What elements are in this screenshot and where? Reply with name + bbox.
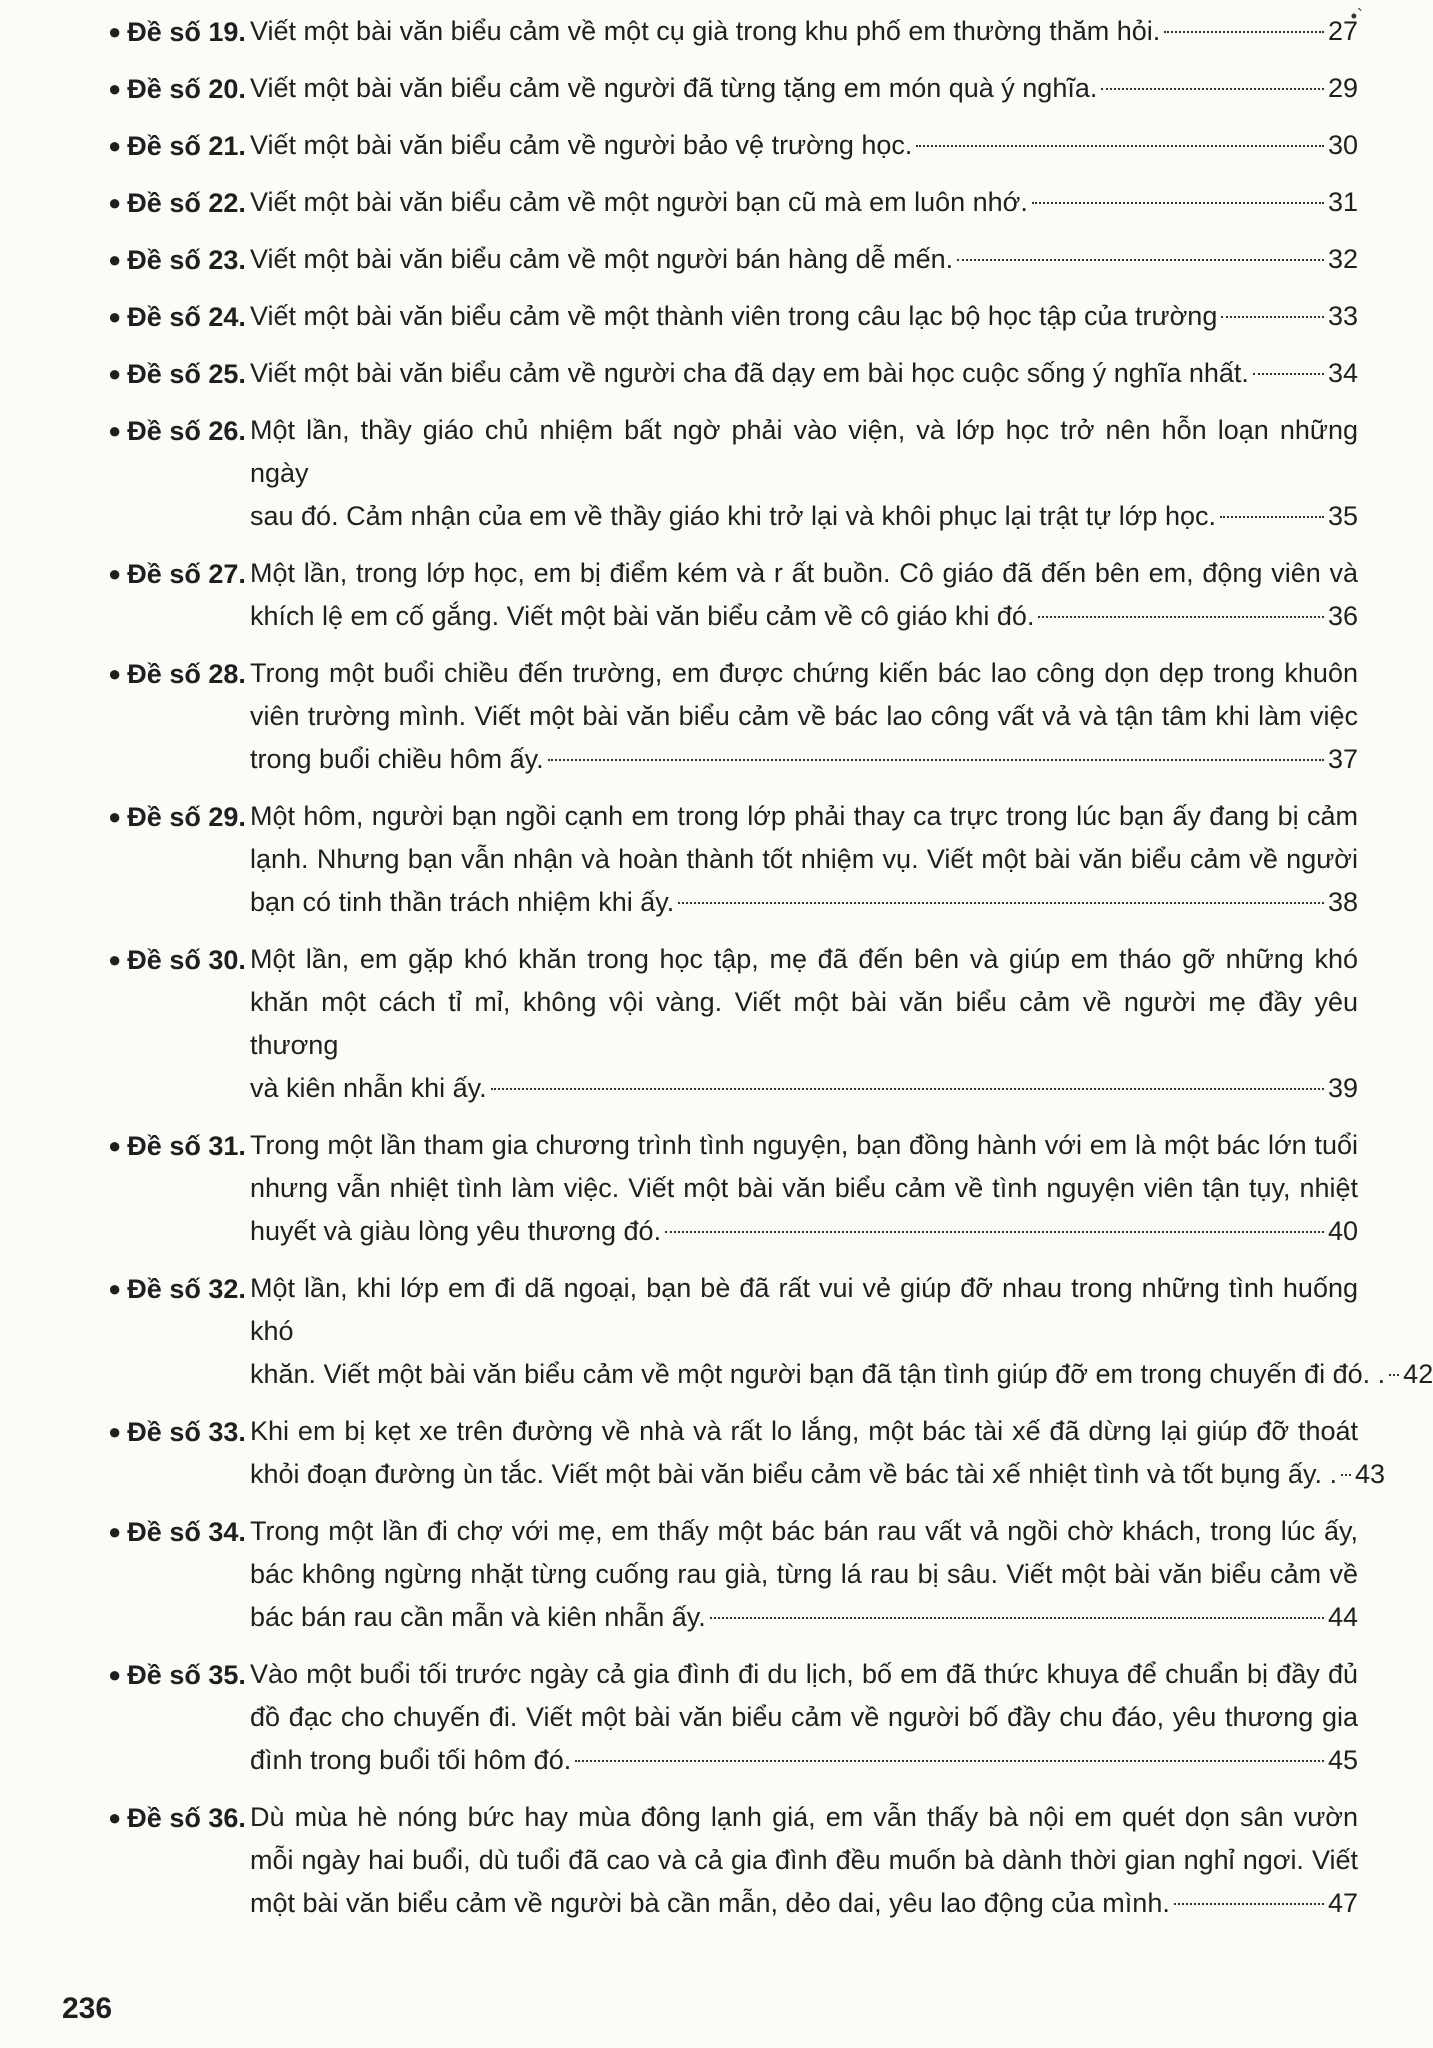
entry-number: Đề số 36. bbox=[127, 1803, 246, 1833]
toc-entry bbox=[108, 1410, 1385, 1496]
toc-entry bbox=[108, 352, 1358, 395]
entry-label bbox=[108, 295, 250, 339]
entry-label bbox=[108, 1510, 250, 1554]
dot-leader bbox=[1032, 202, 1324, 204]
toc-entry bbox=[108, 652, 1358, 781]
entry-number: Đề số 24. bbox=[127, 302, 246, 332]
entry-page: 34 bbox=[1327, 358, 1358, 388]
entry-line bbox=[250, 409, 1358, 495]
entry-line bbox=[250, 1067, 1358, 1110]
bullet-icon: ● bbox=[108, 661, 122, 686]
bullet-icon: ● bbox=[108, 19, 122, 44]
entry-text: Viết một bài văn biểu cảm về người đã từng tặng em món quà ý nghĩa. bbox=[250, 73, 1098, 103]
entry-label bbox=[108, 652, 250, 696]
bullet-icon: ● bbox=[108, 304, 122, 329]
entry-line bbox=[250, 1510, 1358, 1553]
entry-line bbox=[250, 1210, 1358, 1253]
entry-line bbox=[250, 1167, 1358, 1210]
entry-label bbox=[108, 181, 250, 225]
entry-label bbox=[108, 238, 250, 282]
toc-entry bbox=[108, 1124, 1358, 1253]
entry-line bbox=[250, 838, 1358, 881]
bullet-icon: ● bbox=[108, 1662, 122, 1687]
entry-line bbox=[250, 1596, 1358, 1639]
entry-text: Trong một lần đi chợ với mẹ, em thấy một bác bán rau vất vả ngồi chờ khách, trong lúc ấy, bbox=[250, 1516, 1358, 1546]
entry-label bbox=[108, 1796, 250, 1840]
toc-entry bbox=[108, 1510, 1358, 1639]
entry-label bbox=[108, 552, 250, 596]
dot-leader bbox=[1253, 373, 1324, 375]
entry-page: 35 bbox=[1327, 501, 1358, 531]
bullet-icon: ● bbox=[108, 1805, 122, 1830]
entry-label bbox=[108, 1124, 250, 1168]
bullet-icon: ● bbox=[108, 76, 122, 101]
entry-text: khích lệ em cố gắng. Viết một bài văn biểu cảm về cô giáo khi đó. bbox=[250, 601, 1035, 631]
entry-label bbox=[108, 1653, 250, 1697]
toc-entry bbox=[108, 552, 1358, 638]
entry-label bbox=[108, 409, 250, 453]
bullet-icon: ● bbox=[108, 561, 122, 586]
dot-leader bbox=[1101, 88, 1324, 90]
entry-page: 30 bbox=[1327, 130, 1358, 160]
entry-line bbox=[250, 181, 1358, 224]
bullet-icon: ● bbox=[108, 804, 122, 829]
entry-line bbox=[250, 10, 1358, 53]
entry-line bbox=[250, 124, 1358, 167]
entry-text: khăn một cách tỉ mỉ, không vội vàng. Viết một bài văn biểu cảm về người mẹ đầy yêu thương bbox=[250, 987, 1358, 1060]
dot-leader bbox=[1389, 1374, 1399, 1376]
entry-line bbox=[250, 795, 1358, 838]
dot-leader bbox=[916, 145, 1324, 147]
entry-label bbox=[108, 1410, 250, 1454]
entry-number: Đề số 32. bbox=[127, 1274, 246, 1304]
toc-entry bbox=[108, 67, 1358, 110]
table-of-contents bbox=[108, 10, 1433, 1939]
entry-text: khỏi đoạn đường ùn tắc. Viết một bài văn biểu cảm về bác tài xế nhiệt tình và tốt bụng ấy. . bbox=[250, 1459, 1337, 1489]
entry-line bbox=[250, 1882, 1358, 1925]
dot-leader bbox=[1341, 1474, 1351, 1476]
entry-page: 40 bbox=[1327, 1216, 1358, 1246]
entry-line bbox=[250, 1410, 1358, 1453]
entry-page: 47 bbox=[1327, 1888, 1358, 1918]
bullet-icon: ● bbox=[108, 1276, 122, 1301]
dot-leader bbox=[678, 902, 1324, 904]
toc-entry bbox=[108, 10, 1358, 53]
entry-number: Đề số 31. bbox=[127, 1131, 246, 1161]
entry-text: Viết một bài văn biểu cảm về một người bán hàng dễ mến. bbox=[250, 244, 954, 274]
dot-leader bbox=[491, 1088, 1324, 1090]
entry-page: 38 bbox=[1327, 887, 1358, 917]
entry-label bbox=[108, 67, 250, 111]
entry-line bbox=[250, 1124, 1358, 1167]
entry-line bbox=[250, 1267, 1358, 1353]
entry-text: đồ đạc cho chuyến đi. Viết một bài văn biểu cảm về người bố đầy chu đáo, yêu thương gia bbox=[250, 1702, 1358, 1732]
entry-text: sau đó. Cảm nhận của em về thầy giáo khi trở lại và khôi phục lại trật tự lớp học. bbox=[250, 501, 1216, 531]
entry-text: mỗi ngày hai buổi, dù tuổi đã cao và cả gia đình đều muốn bà dành thời gian nghỉ ngơi. Viết bbox=[250, 1845, 1358, 1875]
dot-leader bbox=[548, 759, 1324, 761]
entry-page: 39 bbox=[1327, 1073, 1358, 1103]
entry-label bbox=[108, 10, 250, 54]
bullet-icon: ● bbox=[108, 947, 122, 972]
dot-leader bbox=[1164, 31, 1324, 33]
entry-text: khăn. Viết một bài văn biểu cảm về một người bạn đã tận tình giúp đỡ em trong chuyến đi đó. . bbox=[250, 1359, 1386, 1389]
entry-line bbox=[250, 552, 1358, 595]
entry-text: Một hôm, người bạn ngồi cạnh em trong lớp phải thay ca trực trong lúc bạn ấy đang bị cảm bbox=[250, 801, 1358, 831]
corner-mark: •` bbox=[1350, 6, 1363, 26]
bullet-icon: ● bbox=[108, 247, 122, 272]
entry-line bbox=[250, 1653, 1358, 1696]
entry-text: Viết một bài văn biểu cảm về người bảo vệ trường học. bbox=[250, 130, 913, 160]
entry-number: Đề số 27. bbox=[127, 559, 246, 589]
toc-entry bbox=[108, 795, 1358, 924]
toc-entry bbox=[108, 295, 1358, 338]
entry-line bbox=[250, 881, 1358, 924]
entry-text: Dù mùa hè nóng bức hay mùa đông lạnh giá, em vẫn thấy bà nội em quét dọn sân vườn bbox=[250, 1802, 1358, 1832]
entry-number: Đề số 33. bbox=[127, 1417, 246, 1447]
entry-text: Viết một bài văn biểu cảm về người cha đã dạy em bài học cuộc sống ý nghĩa nhất. bbox=[250, 358, 1249, 388]
entry-text: Viết một bài văn biểu cảm về một cụ già trong khu phố em thường thăm hỏi. bbox=[250, 16, 1161, 46]
entry-line bbox=[250, 1839, 1358, 1882]
entry-text: Vào một buổi tối trước ngày cả gia đình đi du lịch, bố em đã thức khuya để chuẩn bị đầy đủ bbox=[250, 1659, 1358, 1689]
entry-text: và kiên nhẫn khi ấy. bbox=[250, 1073, 487, 1103]
entry-number: Đề số 30. bbox=[127, 945, 246, 975]
entry-number: Đề số 25. bbox=[127, 359, 246, 389]
dot-leader bbox=[1221, 316, 1324, 318]
entry-line bbox=[250, 1553, 1358, 1596]
entry-line bbox=[250, 1696, 1358, 1739]
entry-page: 29 bbox=[1327, 73, 1358, 103]
entry-number: Đề số 20. bbox=[127, 74, 246, 104]
entry-line bbox=[250, 695, 1358, 738]
entry-page: 42 bbox=[1403, 1359, 1433, 1389]
entry-page: 44 bbox=[1327, 1602, 1358, 1632]
entry-text: Một lần, khi lớp em đi dã ngoại, bạn bè đã rất vui vẻ giúp đỡ nhau trong những tình huống khó bbox=[250, 1273, 1358, 1346]
entry-number: Đề số 23. bbox=[127, 245, 246, 275]
entry-label bbox=[108, 124, 250, 168]
bullet-icon: ● bbox=[108, 1419, 122, 1444]
bullet-icon: ● bbox=[108, 1133, 122, 1158]
entry-text: một bài văn biểu cảm về người bà cần mẫn, dẻo dai, yêu lao động của mình. bbox=[250, 1888, 1170, 1918]
entry-page: 32 bbox=[1327, 244, 1358, 274]
entry-line bbox=[250, 1353, 1433, 1396]
bullet-icon: ● bbox=[108, 190, 122, 215]
entry-line bbox=[250, 595, 1358, 638]
dot-leader bbox=[1220, 516, 1324, 518]
entry-line bbox=[250, 652, 1358, 695]
toc-entry bbox=[108, 409, 1358, 538]
entry-page: 31 bbox=[1327, 187, 1358, 217]
entry-text: Trong một buổi chiều đến trường, em được chứng kiến bác lao công dọn dẹp trong khuôn bbox=[250, 658, 1358, 688]
entry-page: 36 bbox=[1327, 601, 1358, 631]
entry-label bbox=[108, 352, 250, 396]
entry-line bbox=[250, 738, 1358, 781]
entry-page: 33 bbox=[1327, 301, 1358, 331]
toc-entry bbox=[108, 1796, 1358, 1925]
entry-number: Đề số 22. bbox=[127, 188, 246, 218]
dot-leader bbox=[665, 1231, 1324, 1233]
entry-line bbox=[250, 1796, 1358, 1839]
entry-line bbox=[250, 938, 1358, 981]
entry-page: 45 bbox=[1327, 1745, 1358, 1775]
dot-leader bbox=[575, 1760, 1324, 1762]
entry-text: Viết một bài văn biểu cảm về một người bạn cũ mà em luôn nhớ. bbox=[250, 187, 1028, 217]
entry-number: Đề số 35. bbox=[127, 1660, 246, 1690]
entry-page: 27 bbox=[1327, 16, 1358, 46]
page-number: 236 bbox=[62, 1992, 113, 2025]
entry-text: viên trường mình. Viết một bài văn biểu cảm về bác lao công vất vả và tận tâm khi làm việc bbox=[250, 701, 1358, 731]
entry-line bbox=[250, 67, 1358, 110]
entry-text: Viết một bài văn biểu cảm về một thành viên trong câu lạc bộ học tập của trường bbox=[250, 301, 1218, 331]
entry-line bbox=[250, 1453, 1385, 1496]
entry-number: Đề số 28. bbox=[127, 659, 246, 689]
entry-text: bạn có tinh thần trách nhiệm khi ấy. bbox=[250, 887, 675, 917]
entry-text: bác bán rau cần mẫn và kiên nhẫn ấy. bbox=[250, 1602, 706, 1632]
dot-leader bbox=[710, 1617, 1324, 1619]
entry-page: 43 bbox=[1354, 1459, 1385, 1489]
entry-text: Một lần, em gặp khó khăn trong học tập, mẹ đã đến bên và giúp em tháo gỡ những khó bbox=[250, 944, 1358, 974]
entry-text: Một lần, thầy giáo chủ nhiệm bất ngờ phải vào viện, và lớp học trở nên hỗn loạn những ngày bbox=[250, 415, 1358, 488]
entry-text: huyết và giàu lòng yêu thương đó. bbox=[250, 1216, 662, 1246]
entry-text: Một lần, trong lớp học, em bị điểm kém và r ất buồn. Cô giáo đã đến bên em, động viên và bbox=[250, 558, 1358, 588]
entry-text: lạnh. Nhưng bạn vẫn nhận và hoàn thành tốt nhiệm vụ. Viết một bài văn biểu cảm về người bbox=[250, 844, 1358, 874]
entry-line bbox=[250, 981, 1358, 1067]
toc-entry bbox=[108, 1653, 1358, 1782]
entry-number: Đề số 21. bbox=[127, 131, 246, 161]
entry-line bbox=[250, 295, 1358, 338]
dot-leader bbox=[1038, 616, 1324, 618]
entry-text: đình trong buổi tối hôm đó. bbox=[250, 1745, 572, 1775]
bullet-icon: ● bbox=[108, 1519, 122, 1544]
entry-number: Đề số 34. bbox=[127, 1517, 246, 1547]
bullet-icon: ● bbox=[108, 133, 122, 158]
entry-line bbox=[250, 352, 1358, 395]
entry-text: bác không ngừng nhặt từng cuống rau già, từng lá rau bị sâu. Viết một bài văn biểu cảm về bbox=[250, 1559, 1358, 1589]
dot-leader bbox=[957, 259, 1324, 261]
entry-line bbox=[250, 495, 1358, 538]
dot-leader bbox=[1174, 1903, 1324, 1905]
entry-text: Trong một lần tham gia chương trình tình nguyện, bạn đồng hành với em là một bác lớn tuổi bbox=[250, 1130, 1358, 1160]
entry-number: Đề số 19. bbox=[127, 17, 246, 47]
entry-label bbox=[108, 795, 250, 839]
toc-entry bbox=[108, 124, 1358, 167]
toc-entry bbox=[108, 938, 1358, 1110]
entry-label bbox=[108, 938, 250, 982]
toc-entry bbox=[108, 238, 1358, 281]
entry-number: Đề số 29. bbox=[127, 802, 246, 832]
entry-line bbox=[250, 1739, 1358, 1782]
bullet-icon: ● bbox=[108, 361, 122, 386]
toc-entry bbox=[108, 181, 1358, 224]
entry-label bbox=[108, 1267, 250, 1311]
entry-text: trong buổi chiều hôm ấy. bbox=[250, 744, 544, 774]
entry-number: Đề số 26. bbox=[127, 416, 246, 446]
bullet-icon: ● bbox=[108, 418, 122, 443]
entry-page: 37 bbox=[1327, 744, 1358, 774]
entry-text: nhưng vẫn nhiệt tình làm việc. Viết một bài văn biểu cảm về tình nguyện viên tận tụy, nhiệt bbox=[250, 1173, 1358, 1203]
entry-line bbox=[250, 238, 1358, 281]
toc-entry bbox=[108, 1267, 1433, 1396]
entry-text: Khi em bị kẹt xe trên đường về nhà và rất lo lắng, một bác tài xế đã dừng lại giúp đỡ thoát bbox=[250, 1416, 1358, 1446]
